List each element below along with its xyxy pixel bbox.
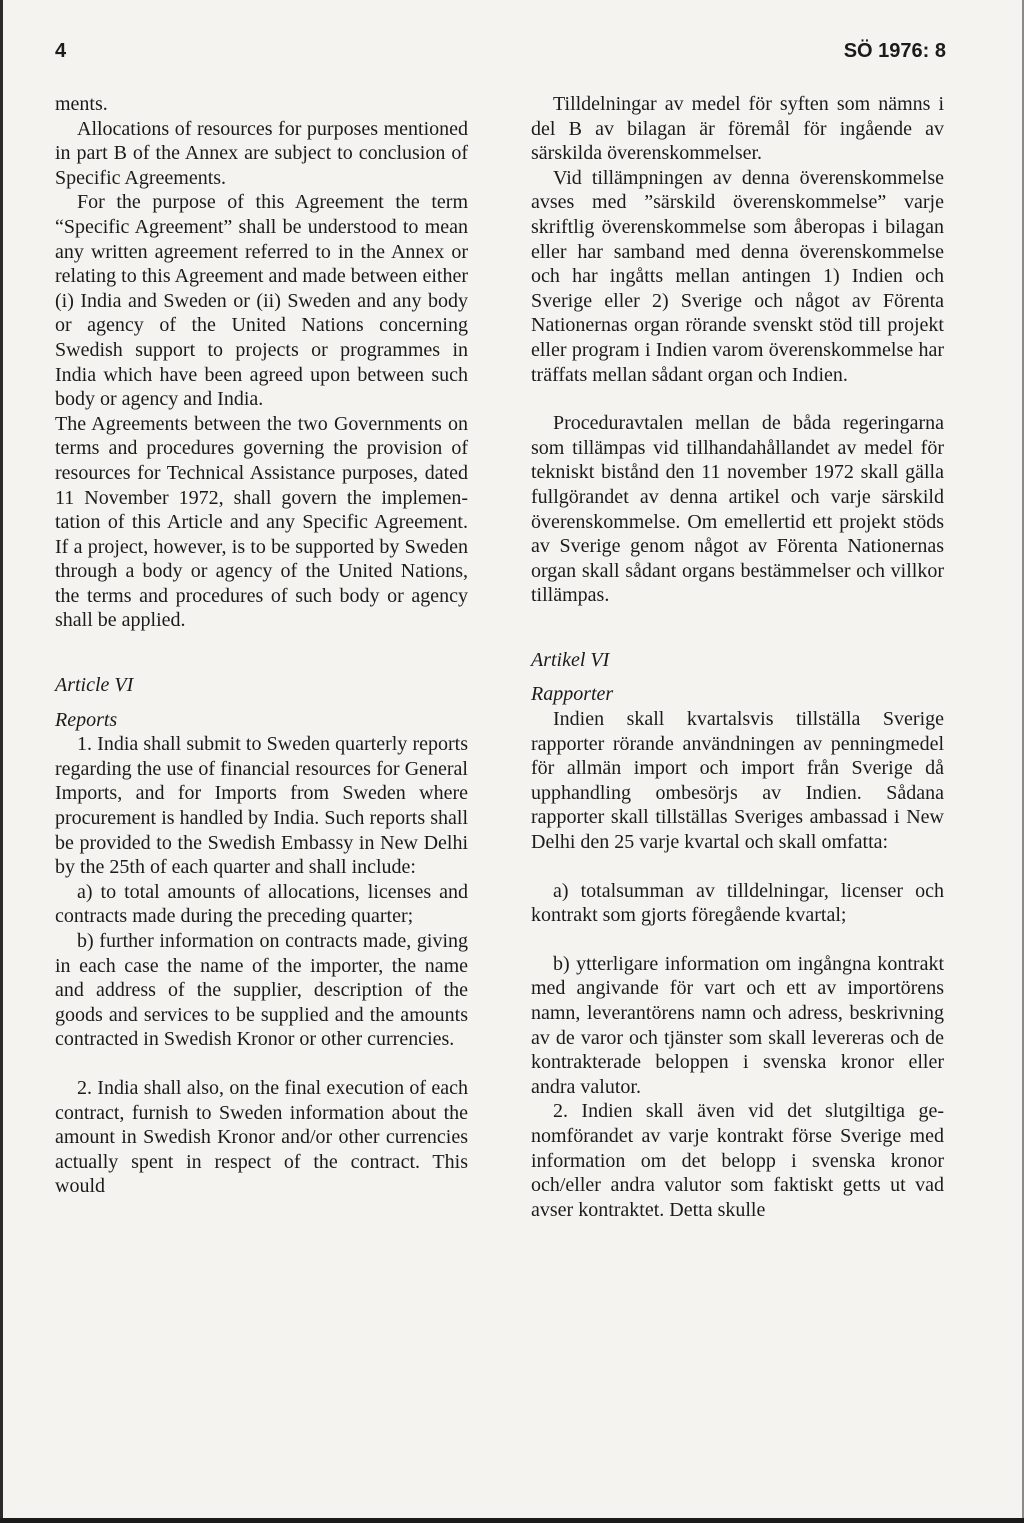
spacer xyxy=(55,633,468,673)
swedish-paragraph-tilldelningar: Tilldelningar av medel för syften som nämns i del B av bilagan är föremål för ingående av särskilda överenskommelser. xyxy=(531,93,944,165)
swedish-article-heading: Artikel VI xyxy=(531,648,610,671)
spacer xyxy=(531,928,944,952)
swedish-paragraph-slutgiltiga: 2. Indien skall även vid det slutgiltiga genomförandet av varje kontrakt förse Sverige med information om det belopp i svenska kronor och/eller andra valutor som faktiskt getts ut vad avser kontraktet. Detta skulle xyxy=(531,1100,944,1221)
spacer xyxy=(531,608,944,648)
english-article-subheading: Reports xyxy=(55,708,118,731)
document-reference: SÖ 1976: 8 xyxy=(843,40,946,62)
swedish-paragraph-sarskild: Vid tillämpningen av denna överenskommelse avses med ”särskild överenskommelse” varje skriftlig överenskommelse som åberopas i bilagan eller har samband med denna överenskommelse och har ingåtts mellan antingen 1) Indien och Sverige eller 2) Sverige och något av Förenta Nationernas organ rörande svenskt stöd till projekt eller program i Indien varom överenskommelse har träffats mellan sådant organ och Indien. xyxy=(531,166,944,386)
spacer xyxy=(531,855,944,879)
english-column xyxy=(55,92,468,1199)
english-paragraph-final-execution: 2. India shall also, on the final execution of each contract, furnish to Sweden information about the amount in Swedish Kronor and/or other currencies actually spent in respect of the contract. This would xyxy=(55,1076,468,1198)
english-article-heading: Article VI xyxy=(55,674,134,697)
spacer xyxy=(55,1052,468,1076)
bottom-scan-border xyxy=(0,1518,1024,1523)
spacer xyxy=(531,672,944,682)
english-paragraph-allocations: Allocations of resources for purposes mentioned in part B of the Annex are subject to conclusion of Specific Agreements. xyxy=(55,117,468,189)
swedish-item-b: b) ytterligare information om ingångna kontrakt med angivande för vart och ett av importörens namn, leverantörens namn och adress, beskrivning av de varor och tjänster som skall levereras och de kontrakterade beloppen i svenska kronor eller andra valutor. xyxy=(531,952,944,1098)
scan-left-edge xyxy=(0,0,3,1523)
english-paragraph-specific-agreement: For the purpose of this Agreement the term “Specific Agreement” shall be understood to mean any written agreement referred to in the Annex or relating to this Agreement and made between either (i) India and Sweden or (ii) Sweden and any body or agency of the United Nations concerning Swedish support to projects or programmes in India which have been agreed upon between such body or agency and India. xyxy=(55,191,468,411)
page-number: 4 xyxy=(55,40,67,62)
swedish-article-subheading: Rapporter xyxy=(531,683,614,706)
spacer xyxy=(55,698,468,708)
english-paragraph-continuation: ments. xyxy=(55,93,108,115)
swedish-column xyxy=(531,92,944,1222)
swedish-paragraph-rapporter: Indien skall kvartalsvis tillställa Sverige rapporter rörande användningen av penningmedel för allmän import och import från Sverige då upphandling ombesörjs av Indien. Sådana rapporter skall tillställas Sveriges ambassad i New Delhi den 25 varje kvartal och skall omfatta: xyxy=(531,708,944,854)
page-header xyxy=(55,40,946,70)
english-item-b: b) further information on contracts made, giving in each case the name of the importer, the name and address of the supplier, description of the goods and services to be supplied and the amounts contracted in Swedish Kronor or other currencies. xyxy=(55,930,468,1051)
english-item-a: a) to total amounts of allocations, licenses and contracts made during the preceding quarter; xyxy=(55,880,468,928)
english-paragraph-reports: 1. India shall submit to Sweden quarterly reports regarding the use of financial resources for General Imports, and for Imports from Sweden where procurement is handled by India. Such reports shall be provided to the Swedish Embassy in New Delhi by the 25th of each quarter and shall include: xyxy=(55,733,468,879)
english-paragraph-technical-assistance: The Agreements between the two Governments on terms and procedures governing the provision of resources for Technical Assistance purposes, dated 11 November 1972, shall govern the implementation of this Article and any Specific Agreement. If a project, however, is to be supported by Sweden through a body or agency of the United Nations, the terms and procedures of such body or agency shall be applied. xyxy=(55,412,468,632)
swedish-item-a: a) totalsumman av tilldelningar, licenser och kontrakt som gjorts föregående kvartal; xyxy=(531,879,944,927)
spacer xyxy=(531,387,944,411)
swedish-paragraph-proceduravtal: Proceduravtalen mellan de båda regeringarna som tillämpas vid tillhandahållandet av medel för tekniskt bistånd den 11 november 1972 skall gälla fullgörandet av denna artikel och varje särskild överenskommelse. Om emellertid ett projekt stöds av Sverige genom något av Förenta Nationernas organ skall sådant organs bestämmelser och villkor tillämpas. xyxy=(531,412,944,607)
